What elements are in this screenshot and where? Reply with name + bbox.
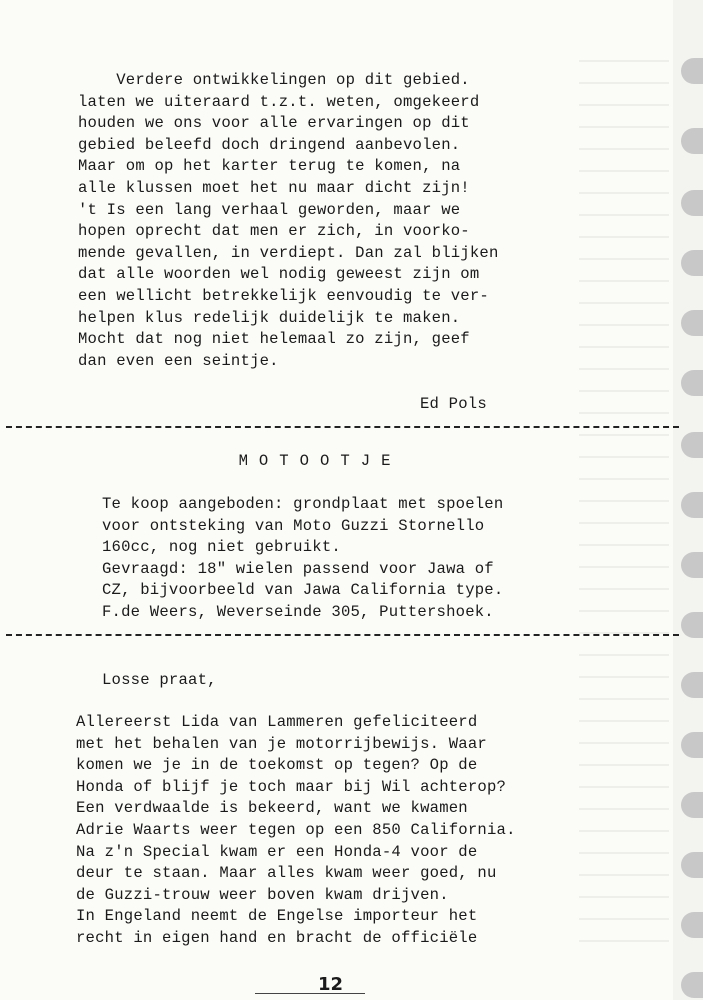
punch-hole <box>681 432 703 458</box>
punch-hole <box>681 250 703 276</box>
article-paragraph: Verdere ontwikkelingen op dit gebied. laten we uiteraard t.z.t. weten, omgekeerd houden we ons voor alle ervaringen op dit gebied beleefd doch dringend aanbevolen. Maar om op het karter terug te komen, na alle klussen moet het nu maar dicht zijn! 't Is een lang verhaal geworden, maar we hopen oprecht dat men er zich, in voorko- mende gevallen, in verdiept. Dan zal blijken dat alle woorden wel nodig geweest zijn om een wellicht betrekkelijk eenvoudig te ver- helpen klus redelijk duidelijk te maken. Mocht dat nog niet helemaal zo zijn, geef dan even een seintje. <box>78 71 499 370</box>
column-body: Allereerst Lida van Lammeren gefeliciteerd met het behalen van je motorrijbewijs. Waar komen we je in de toekomst op tegen? Op de Honda of blijf je toch maar bij Wil achterop? Een verdwaalde is bekeerd, want we kwamen Adrie Waarts weer tegen op een 850 California. Na z'n Special kwam er een Honda-4 voor de deur te staan. Maar alles kwam weer goed, nu de Guzzi-trouw weer boven kwam drijven. In Engeland neemt de Engelse importeur het recht in eigen hand en bracht de officiële <box>76 713 516 947</box>
punch-hole <box>681 310 703 336</box>
section-divider <box>6 426 679 428</box>
binding-edge <box>673 0 703 1000</box>
article-signature: Ed Pols <box>420 395 487 413</box>
section-divider <box>6 634 679 636</box>
show-through-text <box>579 60 669 960</box>
classified-body: Te koop aangeboden: grondplaat met spoelen voor ontsteking van Moto Guzzi Stornello 160cc, nog niet gebruikt. Gevraagd: 18" wielen passend voor Jawa of CZ, bijvoorbeeld van Jawa California type. F.de Weers, Weverseinde 305, Puttershoek. <box>102 495 504 621</box>
punch-hole <box>681 852 703 878</box>
classified-heading: MOTOOTJE <box>238 452 402 470</box>
punch-hole <box>681 492 703 518</box>
punch-hole <box>681 912 703 938</box>
page-number: 12 <box>318 974 344 995</box>
punch-hole <box>681 672 703 698</box>
punch-hole <box>681 190 703 216</box>
punch-hole <box>681 792 703 818</box>
punch-hole <box>681 732 703 758</box>
punch-hole <box>681 612 703 638</box>
punch-hole <box>681 58 703 84</box>
punch-hole <box>681 552 703 578</box>
page-number-rule <box>255 993 365 994</box>
punch-hole <box>681 972 703 998</box>
column-title: Losse praat, <box>102 671 217 689</box>
punch-hole <box>681 370 703 396</box>
punch-hole <box>681 128 703 154</box>
